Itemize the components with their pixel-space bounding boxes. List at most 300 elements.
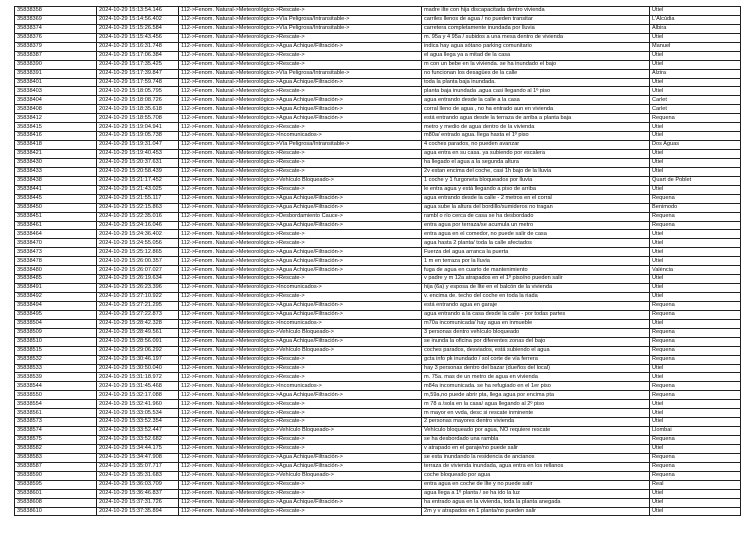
table-row [15, 301, 741, 310]
timestamp-cell: 2024-10-29 15:20:37.631 [97, 158, 179, 167]
category-cell: 112->Fenom. Natural->Meteorológico->Agua Achique/Filtración-> [179, 257, 422, 266]
table-row [15, 355, 741, 364]
timestamp-cell: 2024-10-29 15:26:07.027 [97, 266, 179, 275]
incident-id-cell: 35838583 [15, 453, 97, 462]
category-cell: 112->Fenom. Natural->Meteorológico->Rescate-> [179, 489, 422, 498]
category-cell: 112->Fenom. Natural->Meteorológico->Rescate-> [179, 150, 422, 159]
description-cell: entra agua por terraza/se acumula un metro [422, 221, 650, 230]
incident-id-cell: 35838464 [15, 230, 97, 239]
table-row [15, 132, 741, 141]
timestamp-cell: 2024-10-29 15:36:46.837 [97, 489, 179, 498]
incident-id-cell: 35838590 [15, 471, 97, 480]
incident-id-cell: 35838438 [15, 176, 97, 185]
table-row [15, 114, 741, 123]
incident-id-cell: 35838550 [15, 391, 97, 400]
timestamp-cell: 2024-10-29 15:14:56.402 [97, 15, 179, 24]
table-row [15, 346, 741, 355]
description-cell: está entrando agua en garaje [422, 301, 650, 310]
table-row [15, 498, 741, 507]
timestamp-cell: 2024-10-29 15:15:26.584 [97, 24, 179, 33]
incident-id-cell: 35838595 [15, 480, 97, 489]
table-row [15, 123, 741, 132]
table-row [15, 87, 741, 96]
table-row [15, 257, 741, 266]
municipality-cell: Utiel [650, 87, 741, 96]
municipality-cell: Utiel [650, 185, 741, 194]
timestamp-cell: 2024-10-29 15:24:16.046 [97, 221, 179, 230]
description-cell: carretera completamente inundada por lluvia [422, 24, 650, 33]
municipality-cell: Albira [650, 24, 741, 33]
incident-id-cell: 35838374 [15, 24, 97, 33]
category-cell: 112->Fenom. Natural->Meteorológico->Rescate-> [179, 364, 422, 373]
table-row [15, 42, 741, 51]
municipality-cell: Utiel [650, 167, 741, 176]
municipality-cell: Carlet [650, 105, 741, 114]
category-cell: 112->Fenom. Natural->Meteorológico->Rescate-> [179, 123, 422, 132]
table-row [15, 167, 741, 176]
municipality-cell: Benimodo [650, 203, 741, 212]
table-row [15, 471, 741, 480]
category-cell: 112->Fenom. Natural->Meteorológico->Vehículo Bloqueado-> [179, 427, 422, 436]
municipality-cell: Requena [650, 346, 741, 355]
description-cell: 2 personas mayores dentro vivienda [422, 418, 650, 427]
category-cell: 112->Fenom. Natural->Meteorológico->Agua Achique/Filtración-> [179, 462, 422, 471]
description-cell: 2m y v atrapados en 1 planta/no pueden salir [422, 507, 650, 516]
description-cell: se ha desbordado una rambla [422, 436, 650, 445]
municipality-cell: Requena [650, 436, 741, 445]
category-cell: 112->Fenom. Natural->Meteorológico->Rescate-> [179, 239, 422, 248]
table-row [15, 230, 741, 239]
incident-id-cell: 35838415 [15, 123, 97, 132]
incident-id-cell: 35838532 [15, 355, 97, 364]
municipality-cell: Utiel [650, 7, 741, 16]
category-cell: 112->Fenom. Natural->Meteorológico->Rescate-> [179, 355, 422, 364]
municipality-cell: Utiel [650, 123, 741, 132]
description-cell: v. encima de. techo del coche en toda la riada [422, 293, 650, 302]
table-row [15, 382, 741, 391]
description-cell: está entrando agua desde la terraza de arriba a planta baja [422, 114, 650, 123]
municipality-cell: Utiel [650, 319, 741, 328]
incident-id-cell: 35838391 [15, 69, 97, 78]
timestamp-cell: 2024-10-29 15:19:40.453 [97, 150, 179, 159]
category-cell: 112->Fenom. Natural->Meteorológico->Rescate-> [179, 507, 422, 516]
incident-id-cell: 35838416 [15, 132, 97, 141]
table-row [15, 337, 741, 346]
incident-id-cell: 35838509 [15, 328, 97, 337]
table-row [15, 176, 741, 185]
municipality-cell: Requena [650, 114, 741, 123]
incident-id-cell: 35838408 [15, 105, 97, 114]
description-cell: el agua llega ya a mitad de la casa [422, 51, 650, 60]
timestamp-cell: 2024-10-29 15:29:06.292 [97, 346, 179, 355]
incident-id-cell: 35838376 [15, 33, 97, 42]
timestamp-cell: 2024-10-29 15:35:31.683 [97, 471, 179, 480]
timestamp-cell: 2024-10-29 15:28:49.561 [97, 328, 179, 337]
table-row [15, 328, 741, 337]
municipality-cell: Utiel [650, 257, 741, 266]
description-cell: ha entrado agua en la vivienda, toda la planta anegada [422, 498, 650, 507]
category-cell: 112->Fenom. Natural->Meteorológico->Rescate-> [179, 293, 422, 302]
municipality-cell: Utiel [650, 409, 741, 418]
municipality-cell: Utiel [650, 418, 741, 427]
category-cell: 112->Fenom. Natural->Meteorológico->Rescate-> [179, 185, 422, 194]
timestamp-cell: 2024-10-29 15:31:45.468 [97, 382, 179, 391]
municipality-cell: Utiel [650, 150, 741, 159]
category-cell: 112->Fenom. Natural->Meteorológico->Agua Achique/Filtración-> [179, 203, 422, 212]
description-cell: corral lleno de agua , no ha entrado aun en vivienda [422, 105, 650, 114]
description-cell: m. 75a. mas de un metro de agua en vivienda [422, 373, 650, 382]
category-cell: 112->Fenom. Natural->Meteorológico->Agua Achique/Filtración-> [179, 105, 422, 114]
category-cell: 112->Fenom. Natural->Meteorológico->Agua Achique/Filtración-> [179, 42, 422, 51]
timestamp-cell: 2024-10-29 15:25:12.865 [97, 248, 179, 257]
incident-id-cell: 35838492 [15, 293, 97, 302]
timestamp-cell: 2024-10-29 15:28:42.328 [97, 319, 179, 328]
timestamp-cell: 2024-10-29 15:20:58.439 [97, 167, 179, 176]
table-row [15, 266, 741, 275]
description-cell: m,59a,no puede abrir pta, llega agua por encima pta [422, 391, 650, 400]
timestamp-cell: 2024-10-29 15:26:19.634 [97, 275, 179, 284]
category-cell: 112->Fenom. Natural->Meteorológico->Rescate-> [179, 436, 422, 445]
municipality-cell: Requena [650, 462, 741, 471]
timestamp-cell: 2024-10-29 15:21:17.452 [97, 176, 179, 185]
table-row [15, 409, 741, 418]
incident-id-cell: 35838510 [15, 337, 97, 346]
municipality-cell: Utiel [650, 132, 741, 141]
description-cell: hija (6a) y esposa de llte en el balcón de la vivienda [422, 284, 650, 293]
category-cell: 112->Fenom. Natural->Meteorológico->Rescate-> [179, 400, 422, 409]
description-cell: 1 coche y 1 furgoneta bloqueados por lluvia [422, 176, 650, 185]
incident-id-cell: 35838461 [15, 221, 97, 230]
incident-id-cell: 35838369 [15, 15, 97, 24]
description-cell: coche bloqueado por agua [422, 471, 650, 480]
municipality-cell: Utiel [650, 60, 741, 69]
municipality-cell: Manuel [650, 42, 741, 51]
incident-id-cell: 35838544 [15, 382, 97, 391]
description-cell: 4 coches parados, no pueden avanzar [422, 141, 650, 150]
table-row [15, 453, 741, 462]
municipality-cell: Utiel [650, 230, 741, 239]
description-cell: agua sube la altura del bordillo/sumideros no tragan [422, 203, 650, 212]
category-cell: 112->Fenom. Natural->Meteorológico->Rescate-> [179, 418, 422, 427]
description-cell: entra agua en el comedor, no puede salir de casa [422, 230, 650, 239]
category-cell: 112->Fenom. Natural->Meteorológico->Incomunicados-> [179, 382, 422, 391]
description-cell: agua entrando a la casa desde la calle - por todas partes [422, 310, 650, 319]
municipality-cell: Utiel [650, 33, 741, 42]
category-cell: 112->Fenom. Natural->Meteorológico->Vehículo Bloqueado-> [179, 346, 422, 355]
incident-id-cell: 35838387 [15, 51, 97, 60]
table-row [15, 185, 741, 194]
table-row [15, 373, 741, 382]
municipality-cell: Requena [650, 212, 741, 221]
municipality-cell: Requena [650, 453, 741, 462]
incident-id-cell: 35838390 [15, 60, 97, 69]
description-cell: 3 personas dentro vehículo bloqueado [422, 328, 650, 337]
timestamp-cell: 2024-10-29 15:36:03.709 [97, 480, 179, 489]
timestamp-cell: 2024-10-29 15:21:55.117 [97, 194, 179, 203]
timestamp-cell: 2024-10-29 15:28:56.091 [97, 337, 179, 346]
category-cell: 112->Fenom. Natural->Meteorológico->Rescate-> [179, 33, 422, 42]
table-row [15, 427, 741, 436]
description-cell: madre ilte con hija discapacitada dentro vivienda [422, 7, 650, 16]
timestamp-cell: 2024-10-29 15:27:10.922 [97, 293, 179, 302]
table-row [15, 60, 741, 69]
category-cell: 112->Fenom. Natural->Meteorológico->Agua Achique/Filtración-> [179, 337, 422, 346]
timestamp-cell: 2024-10-29 15:34:44.175 [97, 444, 179, 453]
timestamp-cell: 2024-10-29 15:24:55.056 [97, 239, 179, 248]
timestamp-cell: 2024-10-29 15:33:05.534 [97, 409, 179, 418]
table-row [15, 489, 741, 498]
incident-id-cell: 35838533 [15, 364, 97, 373]
timestamp-cell: 2024-10-29 15:26:00.357 [97, 257, 179, 266]
table-row [15, 51, 741, 60]
table-row [15, 462, 741, 471]
table-row [15, 69, 741, 78]
description-cell: Vehículo bloqueado por agua, NO requiere rescate [422, 427, 650, 436]
municipality-cell: Requena [650, 355, 741, 364]
municipality-cell: Utiel [650, 444, 741, 453]
description-cell: se inunda la oficina por diferentes zonas del bajo [422, 337, 650, 346]
description-cell: entra agua en coche de llte y no puede salir [422, 480, 650, 489]
category-cell: 112->Fenom. Natural->Meteorológico->Rescate-> [179, 444, 422, 453]
timestamp-cell: 2024-10-29 15:32:41.960 [97, 400, 179, 409]
incident-id-cell: 35838473 [15, 248, 97, 257]
timestamp-cell: 2024-10-29 15:17:39.847 [97, 69, 179, 78]
incident-id-cell: 35838441 [15, 185, 97, 194]
timestamp-cell: 2024-10-29 15:19:04.941 [97, 123, 179, 132]
incident-id-cell: 35838539 [15, 373, 97, 382]
municipality-cell: Utiel [650, 373, 741, 382]
description-cell: agua llega a 1º planta / se ha ido la luz [422, 489, 650, 498]
category-cell: 112->Fenom. Natural->Meteorológico->Vehículo Bloqueado-> [179, 176, 422, 185]
timestamp-cell: 2024-10-29 15:33:52.682 [97, 436, 179, 445]
table-row [15, 24, 741, 33]
incident-id-cell: 35838430 [15, 158, 97, 167]
municipality-cell: Utiel [650, 489, 741, 498]
municipality-cell: Requena [650, 471, 741, 480]
category-cell: 112->Fenom. Natural->Meteorológico->Rescate-> [179, 409, 422, 418]
municipality-cell: Real [650, 480, 741, 489]
municipality-cell: Requena [650, 221, 741, 230]
table-row [15, 141, 741, 150]
description-cell: m con un bebe en la vivienda. se ha inundado el bajo [422, 60, 650, 69]
category-cell: 112->Fenom. Natural->Meteorológico->Agua Achique/Filtración-> [179, 301, 422, 310]
table-row [15, 319, 741, 328]
table-row [15, 310, 741, 319]
category-cell: 112->Fenom. Natural->Meteorológico->Rescate-> [179, 167, 422, 176]
municipality-cell: Utiel [650, 507, 741, 516]
incident-id-cell: 35838573 [15, 418, 97, 427]
incident-id-cell: 35838450 [15, 203, 97, 212]
timestamp-cell: 2024-10-29 15:22:35.016 [97, 212, 179, 221]
description-cell: 1 m en terraza por la lluvia [422, 257, 650, 266]
description-cell: coches parados, desviados, está subiendo el agua [422, 346, 650, 355]
municipality-cell: Utiel [650, 498, 741, 507]
category-cell: 112->Fenom. Natural->Meteorológico->Vía Peligrosa/Intransitable-> [179, 24, 422, 33]
timestamp-cell: 2024-10-29 15:16:31.748 [97, 42, 179, 51]
description-cell: no funcionan los desagües de la calle [422, 69, 650, 78]
description-cell: le entra agua y está llegando a piso de arriba [422, 185, 650, 194]
incident-id-cell: 35838401 [15, 78, 97, 87]
timestamp-cell: 2024-10-29 15:17:06.384 [97, 51, 179, 60]
municipality-cell: Requena [650, 328, 741, 337]
description-cell: planta baja inundada .agua casi llegando al 1º piso [422, 87, 650, 96]
incident-id-cell: 35838433 [15, 167, 97, 176]
description-cell: agua entrando desde la calle a la casa [422, 96, 650, 105]
category-cell: 112->Fenom. Natural->Meteorológico->Vehículo Bloqueado-> [179, 471, 422, 480]
description-cell: Fuerza del agua arranca la puerta [422, 248, 650, 257]
category-cell: 112->Fenom. Natural->Meteorológico->Agua Achique/Filtración-> [179, 310, 422, 319]
municipality-cell: Utiel [650, 51, 741, 60]
timestamp-cell: 2024-10-29 15:33:52.447 [97, 427, 179, 436]
table-row [15, 239, 741, 248]
table-row [15, 194, 741, 203]
incident-id-cell: 35838480 [15, 266, 97, 275]
category-cell: 112->Fenom. Natural->Meteorológico->Rescate-> [179, 373, 422, 382]
description-cell: se esta inundando la residencia de ancianos [422, 453, 650, 462]
timestamp-cell: 2024-10-29 15:30:50.040 [97, 364, 179, 373]
table-row [15, 150, 741, 159]
description-cell: toda la planta baja inundada. [422, 78, 650, 87]
incident-id-cell: 35838575 [15, 436, 97, 445]
municipality-cell: Alzira [650, 69, 741, 78]
timestamp-cell: 2024-10-29 15:32:17.088 [97, 391, 179, 400]
municipality-cell: Requena [650, 337, 741, 346]
timestamp-cell: 2024-10-29 15:18:08.726 [97, 96, 179, 105]
municipality-cell: Requena [650, 310, 741, 319]
category-cell: 112->Fenom. Natural->Meteorológico->Rescate-> [179, 87, 422, 96]
category-cell: 112->Fenom. Natural->Meteorológico->Agua Achique/Filtración-> [179, 114, 422, 123]
incident-id-cell: 35838412 [15, 114, 97, 123]
incident-id-cell: 35838515 [15, 346, 97, 355]
description-cell: m mayor en vvda, desc si rescate inminente [422, 409, 650, 418]
incident-id-cell: 35838494 [15, 301, 97, 310]
table-row [15, 400, 741, 409]
incident-log-body [15, 7, 741, 516]
category-cell: 112->Fenom. Natural->Meteorológico->Rescate-> [179, 51, 422, 60]
category-cell: 112->Fenom. Natural->Meteorológico->Rescate-> [179, 230, 422, 239]
table-row [15, 418, 741, 427]
municipality-cell: Dos Aguas [650, 141, 741, 150]
incident-id-cell: 35838485 [15, 275, 97, 284]
category-cell: 112->Fenom. Natural->Meteorológico->Incomunicados-> [179, 319, 422, 328]
table-row [15, 480, 741, 489]
description-cell: m 78 a /sola en la casa/ agua llegando al 2º piso [422, 400, 650, 409]
timestamp-cell: 2024-10-29 15:22:15.863 [97, 203, 179, 212]
category-cell: 112->Fenom. Natural->Meteorológico->Agua Achique/Filtración-> [179, 453, 422, 462]
timestamp-cell: 2024-10-29 15:26:23.396 [97, 284, 179, 293]
incident-id-cell: 35838601 [15, 489, 97, 498]
timestamp-cell: 2024-10-29 15:15:43.456 [97, 33, 179, 42]
description-cell: metro y medio de agua dentro de la vivienda [422, 123, 650, 132]
incident-id-cell: 35838574 [15, 427, 97, 436]
category-cell: 112->Fenom. Natural->Meteorológico->Vía Peligrosa/Intransitable-> [179, 141, 422, 150]
incident-id-cell: 35838445 [15, 194, 97, 203]
timestamp-cell: 2024-10-29 15:21:43.025 [97, 185, 179, 194]
incident-id-cell: 35838561 [15, 409, 97, 418]
timestamp-cell: 2024-10-29 15:31:18.972 [97, 373, 179, 382]
table-row [15, 275, 741, 284]
timestamp-cell: 2024-10-29 15:34:47.908 [97, 453, 179, 462]
description-cell: v atrapado en el garaje/no puede salir [422, 444, 650, 453]
municipality-cell: Requena [650, 301, 741, 310]
table-row [15, 212, 741, 221]
municipality-cell: Carlet [650, 96, 741, 105]
category-cell: 112->Fenom. Natural->Meteorológico->Rescate-> [179, 7, 422, 16]
description-cell: agua entrando desde la calle - 2 metros en el corral [422, 194, 650, 203]
category-cell: 112->Fenom. Natural->Meteorológico->Agua Achique/Filtración-> [179, 221, 422, 230]
table-row [15, 507, 741, 516]
table-row [15, 391, 741, 400]
category-cell: 112->Fenom. Natural->Meteorológico->Agua Achique/Filtración-> [179, 96, 422, 105]
table-row [15, 221, 741, 230]
timestamp-cell: 2024-10-29 15:27:22.873 [97, 310, 179, 319]
incident-id-cell: 35838451 [15, 212, 97, 221]
incident-id-cell: 35838358 [15, 7, 97, 16]
description-cell: m. 95a y 4 95a / subidos a una mesa dentro de vivienda [422, 33, 650, 42]
description-cell: agua entra en su casa. ya subiendo por escalera [422, 150, 650, 159]
incident-id-cell: 35838495 [15, 310, 97, 319]
description-cell: fuga de agua en cuarto de mantenimiento [422, 266, 650, 275]
municipality-cell: Utiel [650, 284, 741, 293]
incident-log-table [14, 6, 741, 516]
table-row [15, 33, 741, 42]
timestamp-cell: 2024-10-29 15:27:21.295 [97, 301, 179, 310]
incident-id-cell: 35838608 [15, 498, 97, 507]
description-cell: m84a incomunicada. se ha refugiado en el 1er piso [422, 382, 650, 391]
incident-id-cell: 35838470 [15, 239, 97, 248]
description-cell: agua hasta 2 planta/ toda la calle afectados [422, 239, 650, 248]
description-cell: indica hay agua sótano parking comunitario [422, 42, 650, 51]
category-cell: 112->Fenom. Natural->Meteorológico->Agua Achique/Filtración-> [179, 248, 422, 257]
municipality-cell: Utiel [650, 78, 741, 87]
category-cell: 112->Fenom. Natural->Meteorológico->Vehículo Bloqueado-> [179, 328, 422, 337]
table-row [15, 7, 741, 16]
description-cell: 2v estan encima del coche, casi 1h bajo de la lluvia [422, 167, 650, 176]
incident-id-cell: 35838421 [15, 150, 97, 159]
incident-id-cell: 35838418 [15, 141, 97, 150]
description-cell: ha llegado el agua a la segunda altura [422, 158, 650, 167]
table-row [15, 444, 741, 453]
description-cell: m80a/ entrado agua. llega hasta el 1º piso [422, 132, 650, 141]
municipality-cell: Utiel [650, 400, 741, 409]
municipality-cell: Llombai [650, 427, 741, 436]
description-cell: terraza de vivienda inundada, agua entra en los rellanos [422, 462, 650, 471]
municipality-cell: Requena [650, 382, 741, 391]
timestamp-cell: 2024-10-29 15:30:46.197 [97, 355, 179, 364]
timestamp-cell: 2024-10-29 15:17:59.748 [97, 78, 179, 87]
category-cell: 112->Fenom. Natural->Meteorológico->Rescate-> [179, 158, 422, 167]
category-cell: 112->Fenom. Natural->Meteorológico->Agua Achique/Filtración-> [179, 498, 422, 507]
description-cell: gcta info pk inundado / sol corte de vía ferrera [422, 355, 650, 364]
incident-id-cell: 35838610 [15, 507, 97, 516]
incident-id-cell: 35838404 [15, 96, 97, 105]
incident-id-cell: 35838587 [15, 462, 97, 471]
timestamp-cell: 2024-10-29 15:19:05.738 [97, 132, 179, 141]
timestamp-cell: 2024-10-29 15:18:35.618 [97, 105, 179, 114]
table-row [15, 364, 741, 373]
incident-id-cell: 35838478 [15, 257, 97, 266]
municipality-cell: Utiel [650, 364, 741, 373]
municipality-cell: València [650, 266, 741, 275]
timestamp-cell: 2024-10-29 15:35:07.717 [97, 462, 179, 471]
table-row [15, 248, 741, 257]
description-cell: rambl o río cerca de casa se ha desbordado [422, 212, 650, 221]
timestamp-cell: 2024-10-29 15:18:05.795 [97, 87, 179, 96]
municipality-cell: Utiel [650, 239, 741, 248]
category-cell: 112->Fenom. Natural->Meteorológico->Desbordamiento Cauce-> [179, 212, 422, 221]
table-row [15, 158, 741, 167]
category-cell: 112->Fenom. Natural->Meteorológico->Agua Achique/Filtración-> [179, 391, 422, 400]
